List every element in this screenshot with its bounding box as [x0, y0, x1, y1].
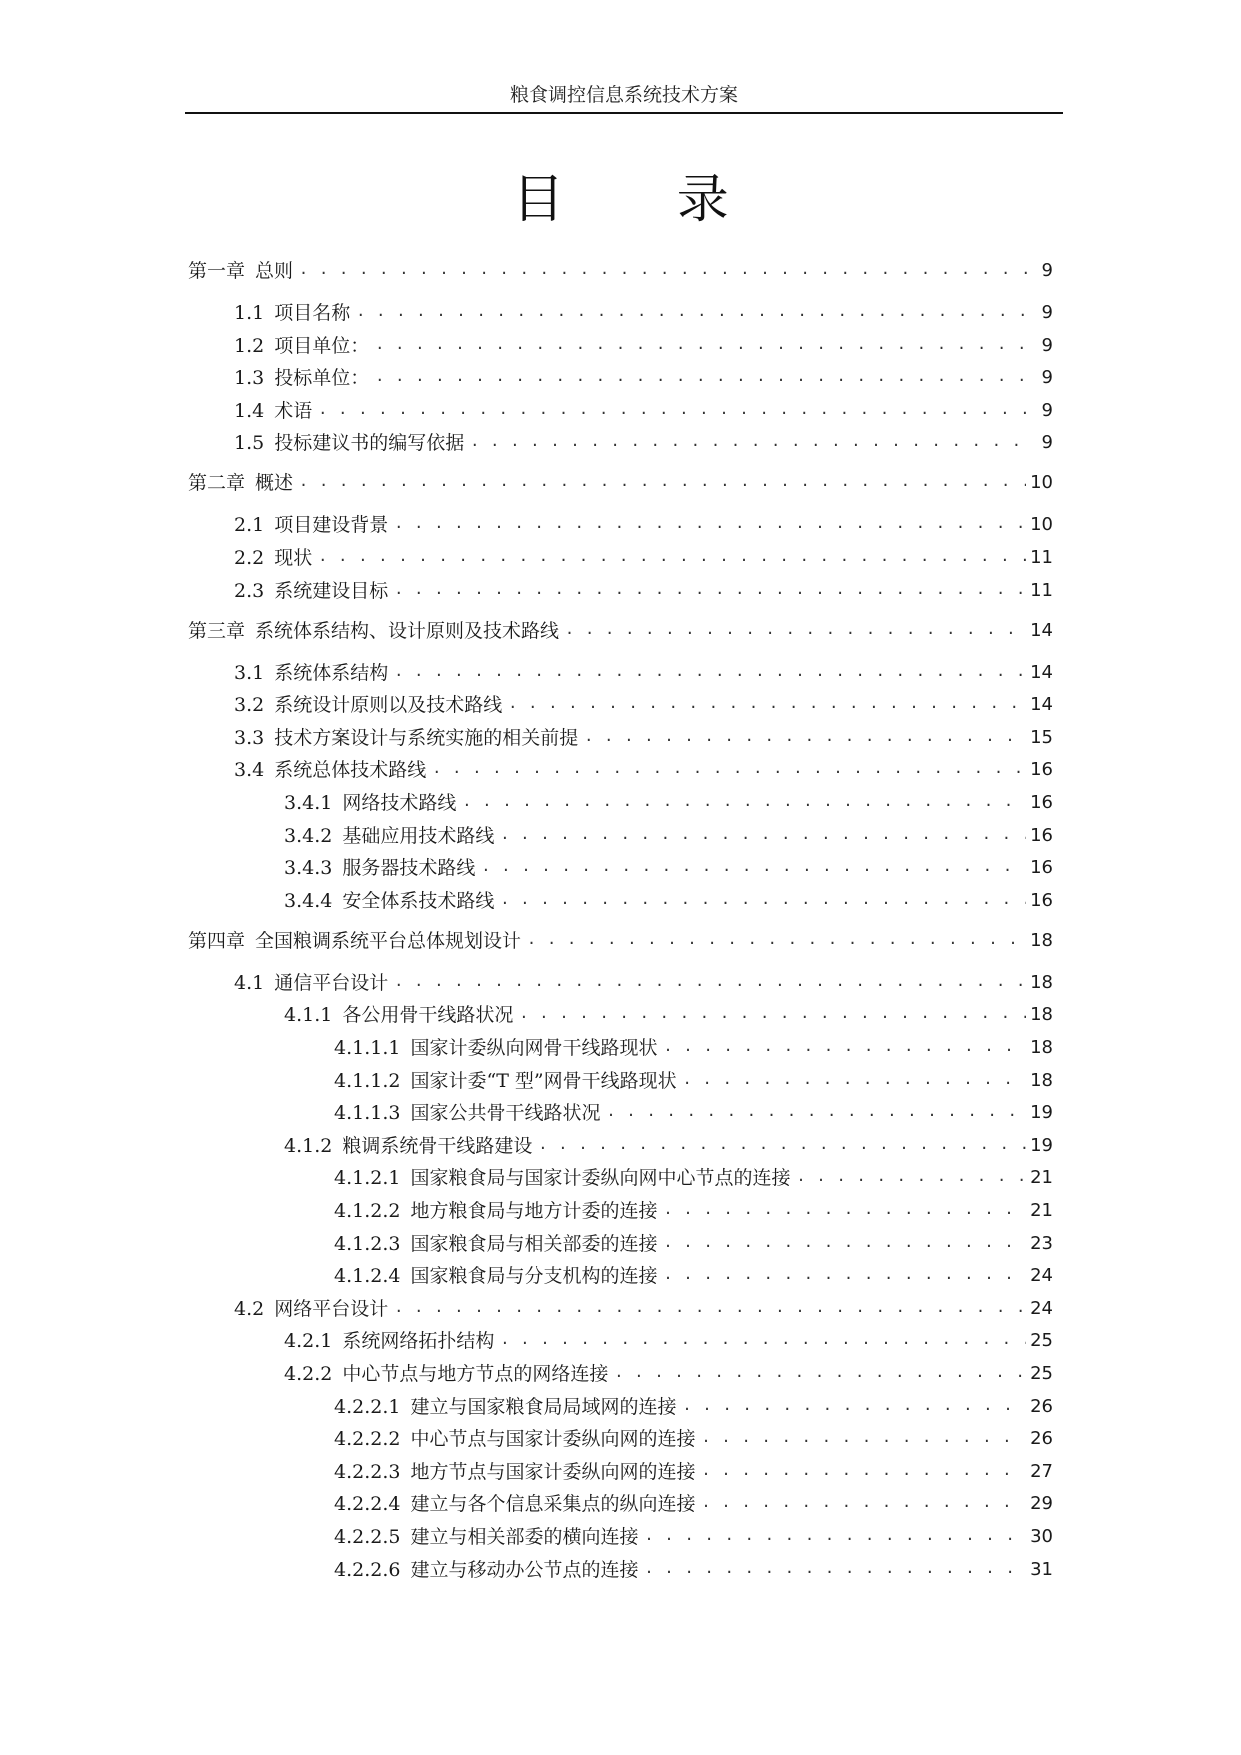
toc-dot-leader: [614, 1359, 1026, 1385]
toc-entry-number: 4.1: [234, 971, 265, 994]
toc-dot-leader: [375, 331, 1035, 357]
toc-entry-number: 4.1.2.1: [334, 1167, 401, 1190]
toc-dot-leader: [702, 1424, 1027, 1450]
toc-entry-title: 国家粮食局与相关部委的连接: [410, 1232, 658, 1255]
toc-entry-number: 4.2: [234, 1297, 265, 1320]
toc-entry-title: 术语: [274, 399, 313, 422]
toc-dot-leader: [565, 616, 1026, 642]
toc-entry-title: 系统设计原则以及技术路线: [274, 694, 503, 717]
toc-entry-title: 通信平台设计: [274, 971, 389, 994]
toc-entry-title: 系统网络拓扑结构: [342, 1330, 495, 1353]
toc-entry-number: 4.1.1.3: [334, 1102, 401, 1125]
toc-dot-leader: [702, 1457, 1027, 1483]
toc-entry[interactable]: [284, 1000, 1053, 1028]
toc-entry[interactable]: [334, 1261, 1053, 1289]
toc-entry-page-number: 25: [1030, 1363, 1053, 1384]
toc-entry-page-number: 10: [1030, 472, 1053, 494]
toc-entry[interactable]: [188, 256, 1053, 284]
toc-dot-leader: [299, 256, 1035, 282]
toc-dot-leader: [645, 1555, 1027, 1581]
toc-entry-page-number: 18: [1030, 1069, 1053, 1091]
toc-dot-leader: [538, 1131, 1026, 1157]
toc-entry-title: 建立与相关部委的横向连接: [410, 1526, 639, 1548]
toc-entry-title: 中心节点与地方节点的网络连接: [342, 1363, 609, 1385]
running-header: 粮食调控信息系统技术方案: [509, 84, 738, 106]
toc-entry-number: 2.2: [234, 547, 265, 569]
toc-entry-title: 建立与各个信息采集点的纵向连接: [410, 1493, 696, 1516]
toc-entry-number: 3.4.3: [284, 857, 333, 880]
toc-entry-page-number: 18: [1030, 1037, 1053, 1058]
toc-entry-number: 3.3: [234, 726, 265, 749]
toc-entry-title: 地方节点与国家计委纵向网的连接: [410, 1460, 696, 1483]
toc-entry-page-number: 9: [1041, 432, 1053, 454]
toc-entry-number: 4.2.2.2: [334, 1428, 401, 1451]
toc-entry-number: 1.1: [234, 302, 265, 324]
toc-entry-page-number: 16: [1030, 889, 1053, 911]
toc-entry[interactable]: [284, 853, 1053, 881]
toc-dot-leader: [394, 1294, 1026, 1320]
toc-entry[interactable]: [234, 298, 1053, 326]
toc-entry-title: 总则: [255, 260, 294, 282]
page-title: 目 录: [512, 170, 777, 230]
toc-entry[interactable]: [284, 886, 1053, 914]
toc-dot-leader: [702, 1489, 1027, 1515]
toc-entry[interactable]: [334, 1098, 1053, 1126]
toc-entry[interactable]: [234, 1294, 1053, 1322]
toc-entry-page-number: 23: [1030, 1232, 1053, 1254]
toc-entry-page-number: 16: [1030, 857, 1053, 879]
toc-dot-leader: [797, 1163, 1027, 1189]
toc-entry-page-number: 14: [1030, 694, 1053, 716]
toc-entry-page-number: 18: [1030, 929, 1053, 951]
toc-entry[interactable]: [234, 331, 1053, 359]
toc-entry-title: 国家公共骨干线路状况: [410, 1102, 601, 1125]
toc-entry-title: 国家计委纵向网骨干线路现状: [410, 1037, 658, 1059]
toc-entry[interactable]: [234, 658, 1053, 686]
toc-entry-page-number: 26: [1030, 1428, 1053, 1450]
toc-entry-title: 系统建设目标: [274, 579, 389, 602]
toc-entry[interactable]: [234, 723, 1053, 751]
toc-entry-page-number: 14: [1030, 619, 1053, 641]
toc-entry[interactable]: [334, 1424, 1053, 1452]
toc-entry-title: 建立与移动办公节点的连接: [410, 1558, 639, 1581]
toc-dot-leader: [645, 1522, 1027, 1548]
toc-entry-title: 基础应用技术路线: [342, 824, 495, 847]
toc-entry-title: 投标建议书的编写依据: [274, 432, 465, 455]
toc-entry[interactable]: [334, 1066, 1053, 1094]
toc-entry[interactable]: [234, 428, 1053, 456]
toc-dot-leader: [500, 821, 1026, 847]
toc-dot-leader: [394, 510, 1026, 536]
toc-entry-number: 4.1.2.3: [334, 1232, 401, 1255]
toc-entry-number: 2.1: [234, 514, 265, 537]
toc-entry[interactable]: [234, 690, 1053, 718]
toc-entry[interactable]: [284, 788, 1053, 816]
toc-entry[interactable]: [334, 1033, 1053, 1061]
toc-entry[interactable]: [284, 821, 1053, 849]
toc-dot-leader: [462, 788, 1026, 814]
toc-entry-number: 1.2: [234, 334, 265, 357]
toc-entry-page-number: 24: [1030, 1265, 1053, 1287]
toc-dot-leader: [664, 1229, 1027, 1255]
toc-dot-leader: [607, 1098, 1027, 1124]
toc-dot-leader: [481, 853, 1026, 879]
toc-entry-number: 4.1.2.4: [334, 1265, 401, 1288]
toc-entry[interactable]: [234, 543, 1053, 571]
toc-entry-title: 网络技术路线: [342, 792, 457, 814]
toc-entry-page-number: 16: [1030, 792, 1053, 813]
toc-entry-number: 3.2: [234, 694, 265, 717]
toc-entry[interactable]: [334, 1555, 1053, 1583]
toc-entry[interactable]: [334, 1392, 1053, 1420]
toc-entry-page-number: 11: [1030, 547, 1053, 568]
toc-entry-title: 服务器技术路线: [342, 857, 476, 880]
toc-entry-page-number: 18: [1030, 1004, 1053, 1026]
toc-entry-number: 4.1.2: [284, 1134, 333, 1157]
toc-entry-number: 4.1.1: [284, 1004, 333, 1027]
toc-entry-number: 4.1.1.2: [334, 1069, 401, 1092]
toc-entry-title: 各公用骨干线路状况: [342, 1004, 514, 1027]
toc-entry[interactable]: [188, 926, 1053, 954]
toc-entry-number: 4.2.2.5: [334, 1526, 401, 1548]
toc-entry-title: 中心节点与国家计委纵向网的连接: [410, 1428, 696, 1451]
toc-entry[interactable]: [188, 616, 1053, 644]
toc-entry[interactable]: [234, 755, 1053, 783]
toc-entry-title: 项目名称: [274, 302, 351, 324]
toc-entry-number: 第二章: [188, 472, 246, 495]
toc-dot-leader: [584, 723, 1026, 749]
toc-entry-page-number: 10: [1030, 514, 1053, 536]
toc-entry-number: 第四章: [188, 929, 246, 952]
toc-dot-leader: [664, 1033, 1027, 1059]
toc-entry-page-number: 29: [1030, 1493, 1053, 1515]
toc-entry-number: 第一章: [188, 260, 246, 282]
toc-entry-number: 4.1.2.2: [334, 1200, 401, 1222]
toc-dot-leader: [664, 1261, 1027, 1287]
toc-entry-title: 国家粮食局与分支机构的连接: [410, 1265, 658, 1288]
toc-entry-page-number: 31: [1030, 1558, 1053, 1580]
toc-entry-number: 4.2.1: [284, 1330, 333, 1353]
toc-dot-leader: [356, 298, 1035, 324]
toc-entry-page-number: 27: [1030, 1460, 1053, 1482]
toc-entry-page-number: 16: [1030, 824, 1053, 846]
toc-entry-number: 4.1.1.1: [334, 1037, 401, 1059]
toc-dot-leader: [394, 576, 1026, 602]
toc-entry[interactable]: [334, 1229, 1053, 1257]
toc-entry[interactable]: [188, 468, 1053, 496]
toc-dot-leader: [519, 1000, 1026, 1026]
toc-entry[interactable]: [334, 1457, 1053, 1485]
toc-entry[interactable]: [234, 396, 1053, 424]
toc-entry-title: 系统总体技术路线: [274, 759, 427, 782]
toc-entry-title: 技术方案设计与系统实施的相关前提: [274, 726, 579, 749]
toc-dot-leader: [299, 468, 1026, 494]
toc-entry-title: 系统体系结构: [274, 661, 389, 684]
toc-entry-title: 安全体系技术路线: [342, 889, 495, 912]
toc-entry-number: 4.2.2.4: [334, 1493, 401, 1516]
toc-entry-page-number: 21: [1030, 1167, 1053, 1189]
toc-entry-number: 1.4: [234, 399, 265, 422]
toc-entry-title: 项目单位：: [274, 334, 370, 357]
toc-dot-leader: [683, 1066, 1026, 1092]
toc-entry-page-number: 18: [1030, 971, 1053, 993]
toc-entry-title: 概述: [255, 472, 294, 495]
toc-dot-leader: [683, 1392, 1027, 1418]
toc-dot-leader: [432, 755, 1026, 781]
toc-entry-number: 4.2.2.1: [334, 1395, 401, 1418]
toc-entry-number: 4.2.2.6: [334, 1558, 401, 1581]
toc-entry-title: 系统体系结构、设计原则及技术路线: [255, 619, 560, 642]
toc-entry-number: 3.4.1: [284, 792, 333, 814]
toc-entry-number: 3.4: [234, 759, 265, 782]
toc-entry[interactable]: [334, 1522, 1053, 1550]
toc-entry-page-number: 9: [1041, 399, 1053, 421]
toc-entry-page-number: 16: [1030, 759, 1053, 781]
toc-entry[interactable]: [234, 363, 1053, 391]
toc-entry[interactable]: [234, 576, 1053, 604]
toc-entry-number: 3.4.4: [284, 889, 333, 912]
toc-entry-page-number: 30: [1030, 1526, 1053, 1547]
toc-entry-page-number: 9: [1041, 367, 1053, 389]
toc-entry-title: 全国粮调系统平台总体规划设计: [255, 929, 522, 952]
toc-entry[interactable]: [334, 1489, 1053, 1517]
toc-entry[interactable]: [334, 1196, 1053, 1224]
toc-dot-leader: [318, 396, 1035, 422]
toc-entry-page-number: 26: [1030, 1395, 1053, 1417]
toc-entry-title: 地方粮食局与地方计委的连接: [410, 1200, 658, 1222]
toc-entry-page-number: 24: [1030, 1297, 1053, 1319]
toc-entry[interactable]: [234, 968, 1053, 996]
toc-dot-leader: [508, 690, 1026, 716]
toc-entry-title: 网络平台设计: [274, 1297, 389, 1320]
toc-entry-number: 2.3: [234, 579, 265, 602]
toc-entry-title: 粮调系统骨干线路建设: [342, 1134, 533, 1157]
toc-entry[interactable]: [284, 1131, 1053, 1159]
toc-entry-page-number: 9: [1041, 302, 1053, 323]
toc-dot-leader: [500, 886, 1026, 912]
toc-entry-page-number: 9: [1041, 334, 1053, 356]
toc-entry-number: 第三章: [188, 619, 246, 642]
toc-dot-leader: [375, 363, 1035, 389]
toc-entry-page-number: 19: [1030, 1134, 1053, 1156]
toc-entry-number: 4.2.2: [284, 1363, 333, 1385]
toc-entry-page-number: 21: [1030, 1200, 1053, 1221]
toc-entry-number: 1.5: [234, 432, 265, 455]
toc-entry-page-number: 14: [1030, 661, 1053, 683]
toc-entry-title: 项目建设背景: [274, 514, 389, 537]
toc-entry[interactable]: [284, 1359, 1053, 1387]
toc-dot-leader: [527, 926, 1026, 952]
toc-entry[interactable]: [234, 510, 1053, 538]
toc-entry-number: 3.1: [234, 661, 265, 684]
toc-dot-leader: [470, 428, 1035, 454]
toc-entry-number: 4.2.2.3: [334, 1460, 401, 1483]
toc-entry[interactable]: [284, 1326, 1053, 1354]
toc-entry-title: 现状: [274, 547, 313, 569]
toc-entry-page-number: 9: [1041, 260, 1053, 281]
toc-entry-page-number: 15: [1030, 726, 1053, 748]
toc-dot-leader: [664, 1196, 1027, 1222]
toc-entry-title: 投标单位：: [274, 367, 370, 390]
toc-entry[interactable]: [334, 1163, 1053, 1191]
toc-entry-page-number: 19: [1030, 1102, 1053, 1124]
toc-entry-page-number: 25: [1030, 1330, 1053, 1352]
toc-entry-number: 1.3: [234, 367, 265, 390]
toc-entry-page-number: 11: [1030, 579, 1053, 601]
toc-dot-leader: [394, 658, 1026, 684]
toc-entry-title: 国家粮食局与国家计委纵向网中心节点的连接: [410, 1167, 791, 1190]
toc-entry-title: 国家计委“T 型”网骨干线路现状: [410, 1069, 677, 1092]
toc-dot-leader: [500, 1326, 1026, 1352]
toc-entry-number: 3.4.2: [284, 824, 333, 847]
toc-dot-leader: [318, 543, 1026, 569]
toc-entry-title: 建立与国家粮食局局域网的连接: [410, 1395, 677, 1418]
toc-dot-leader: [394, 968, 1026, 994]
